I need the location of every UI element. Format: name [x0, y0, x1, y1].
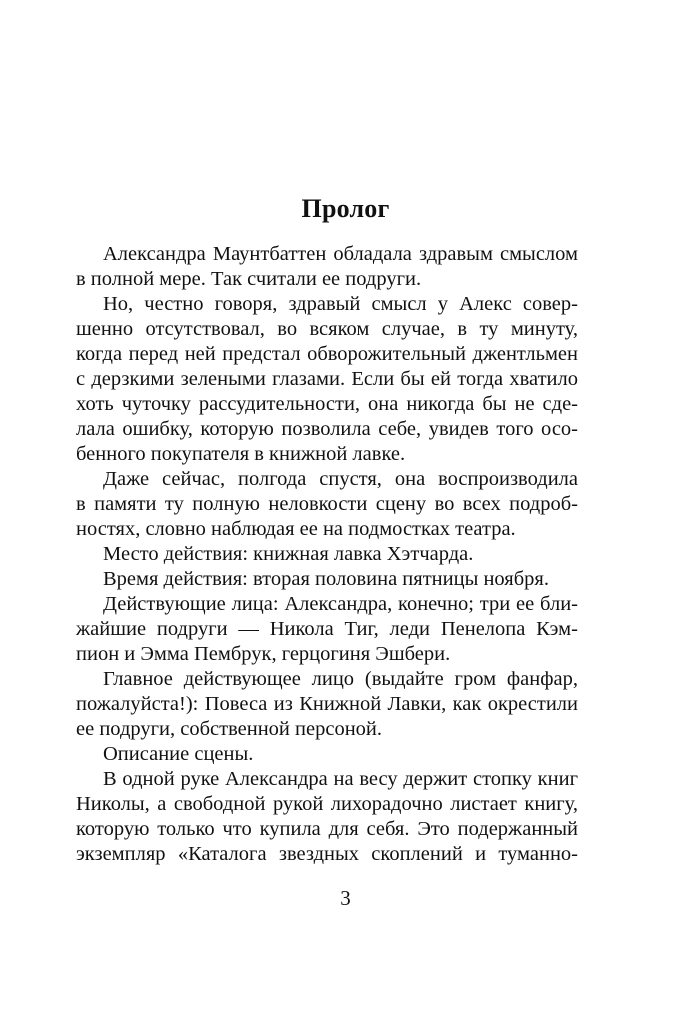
text-line: лала ошибку, которую позволила себе, увидев того осо- — [76, 418, 578, 440]
text-line: бенного покупателя в книжной лавке. — [76, 443, 406, 465]
page-number: 3 — [340, 886, 351, 910]
text-line: Николы, а свободной рукой лихорадочно листает книгу, — [76, 793, 578, 815]
text-line: Даже сейчас, полгода спустя, она воспроизводила — [103, 468, 578, 490]
text-line: экземпляр «Каталога звездных скоплений и туманно- — [76, 843, 578, 865]
text-line: когда перед ней предстал обворожительный джентльмен — [76, 343, 578, 365]
text-line: Действующие лица: Александра, конечно; три ее бли- — [103, 593, 578, 615]
text-line: жайшие подруги — Никола Тиг, леди Пенелопа Кэм- — [76, 618, 578, 640]
text-line: Главное действующее лицо (выдайте гром фанфар, — [103, 668, 578, 690]
text-line: пион и Эмма Пембрук, герцогиня Эшбери. — [76, 643, 451, 665]
text-line: хоть чуточку рассудительности, она никогда бы не сде- — [76, 393, 578, 415]
text-line: которую только что купила для себя. Это подержанный — [76, 818, 578, 840]
text-line: В одной руке Александра на весу держит стопку книг — [103, 768, 578, 790]
text-line: ее подруги, собственной персоной. — [76, 718, 383, 740]
text-line: Время действия: вторая половина пятницы ноября. — [103, 568, 549, 590]
text-line: с дерзкими зелеными глазами. Если бы ей тогда хватило — [76, 368, 578, 390]
chapter-title: Пролог — [301, 194, 390, 223]
text-line: ностях, словно наблюдая ее на подмостках театра. — [76, 518, 516, 540]
text-line: Александра Маунтбаттен обладала здравым смыслом — [103, 243, 578, 265]
text-line: шенно отсутствовал, во всяком случае, в ту минуту, — [76, 318, 578, 340]
text-line: в памяти ту полную неловкости сцену во всех подроб- — [76, 493, 578, 515]
text-line: Описание сцены. — [103, 743, 254, 765]
text-line: в полной мере. Так считали ее подруги. — [76, 268, 422, 290]
text-line: Но, честно говоря, здравый смысл у Алекс совер- — [103, 293, 578, 315]
text-line: пожалуйста!): Повеса из Книжной Лавки, как окрестили — [76, 693, 578, 715]
text-line: Место действия: книжная лавка Хэтчарда. — [103, 543, 474, 565]
